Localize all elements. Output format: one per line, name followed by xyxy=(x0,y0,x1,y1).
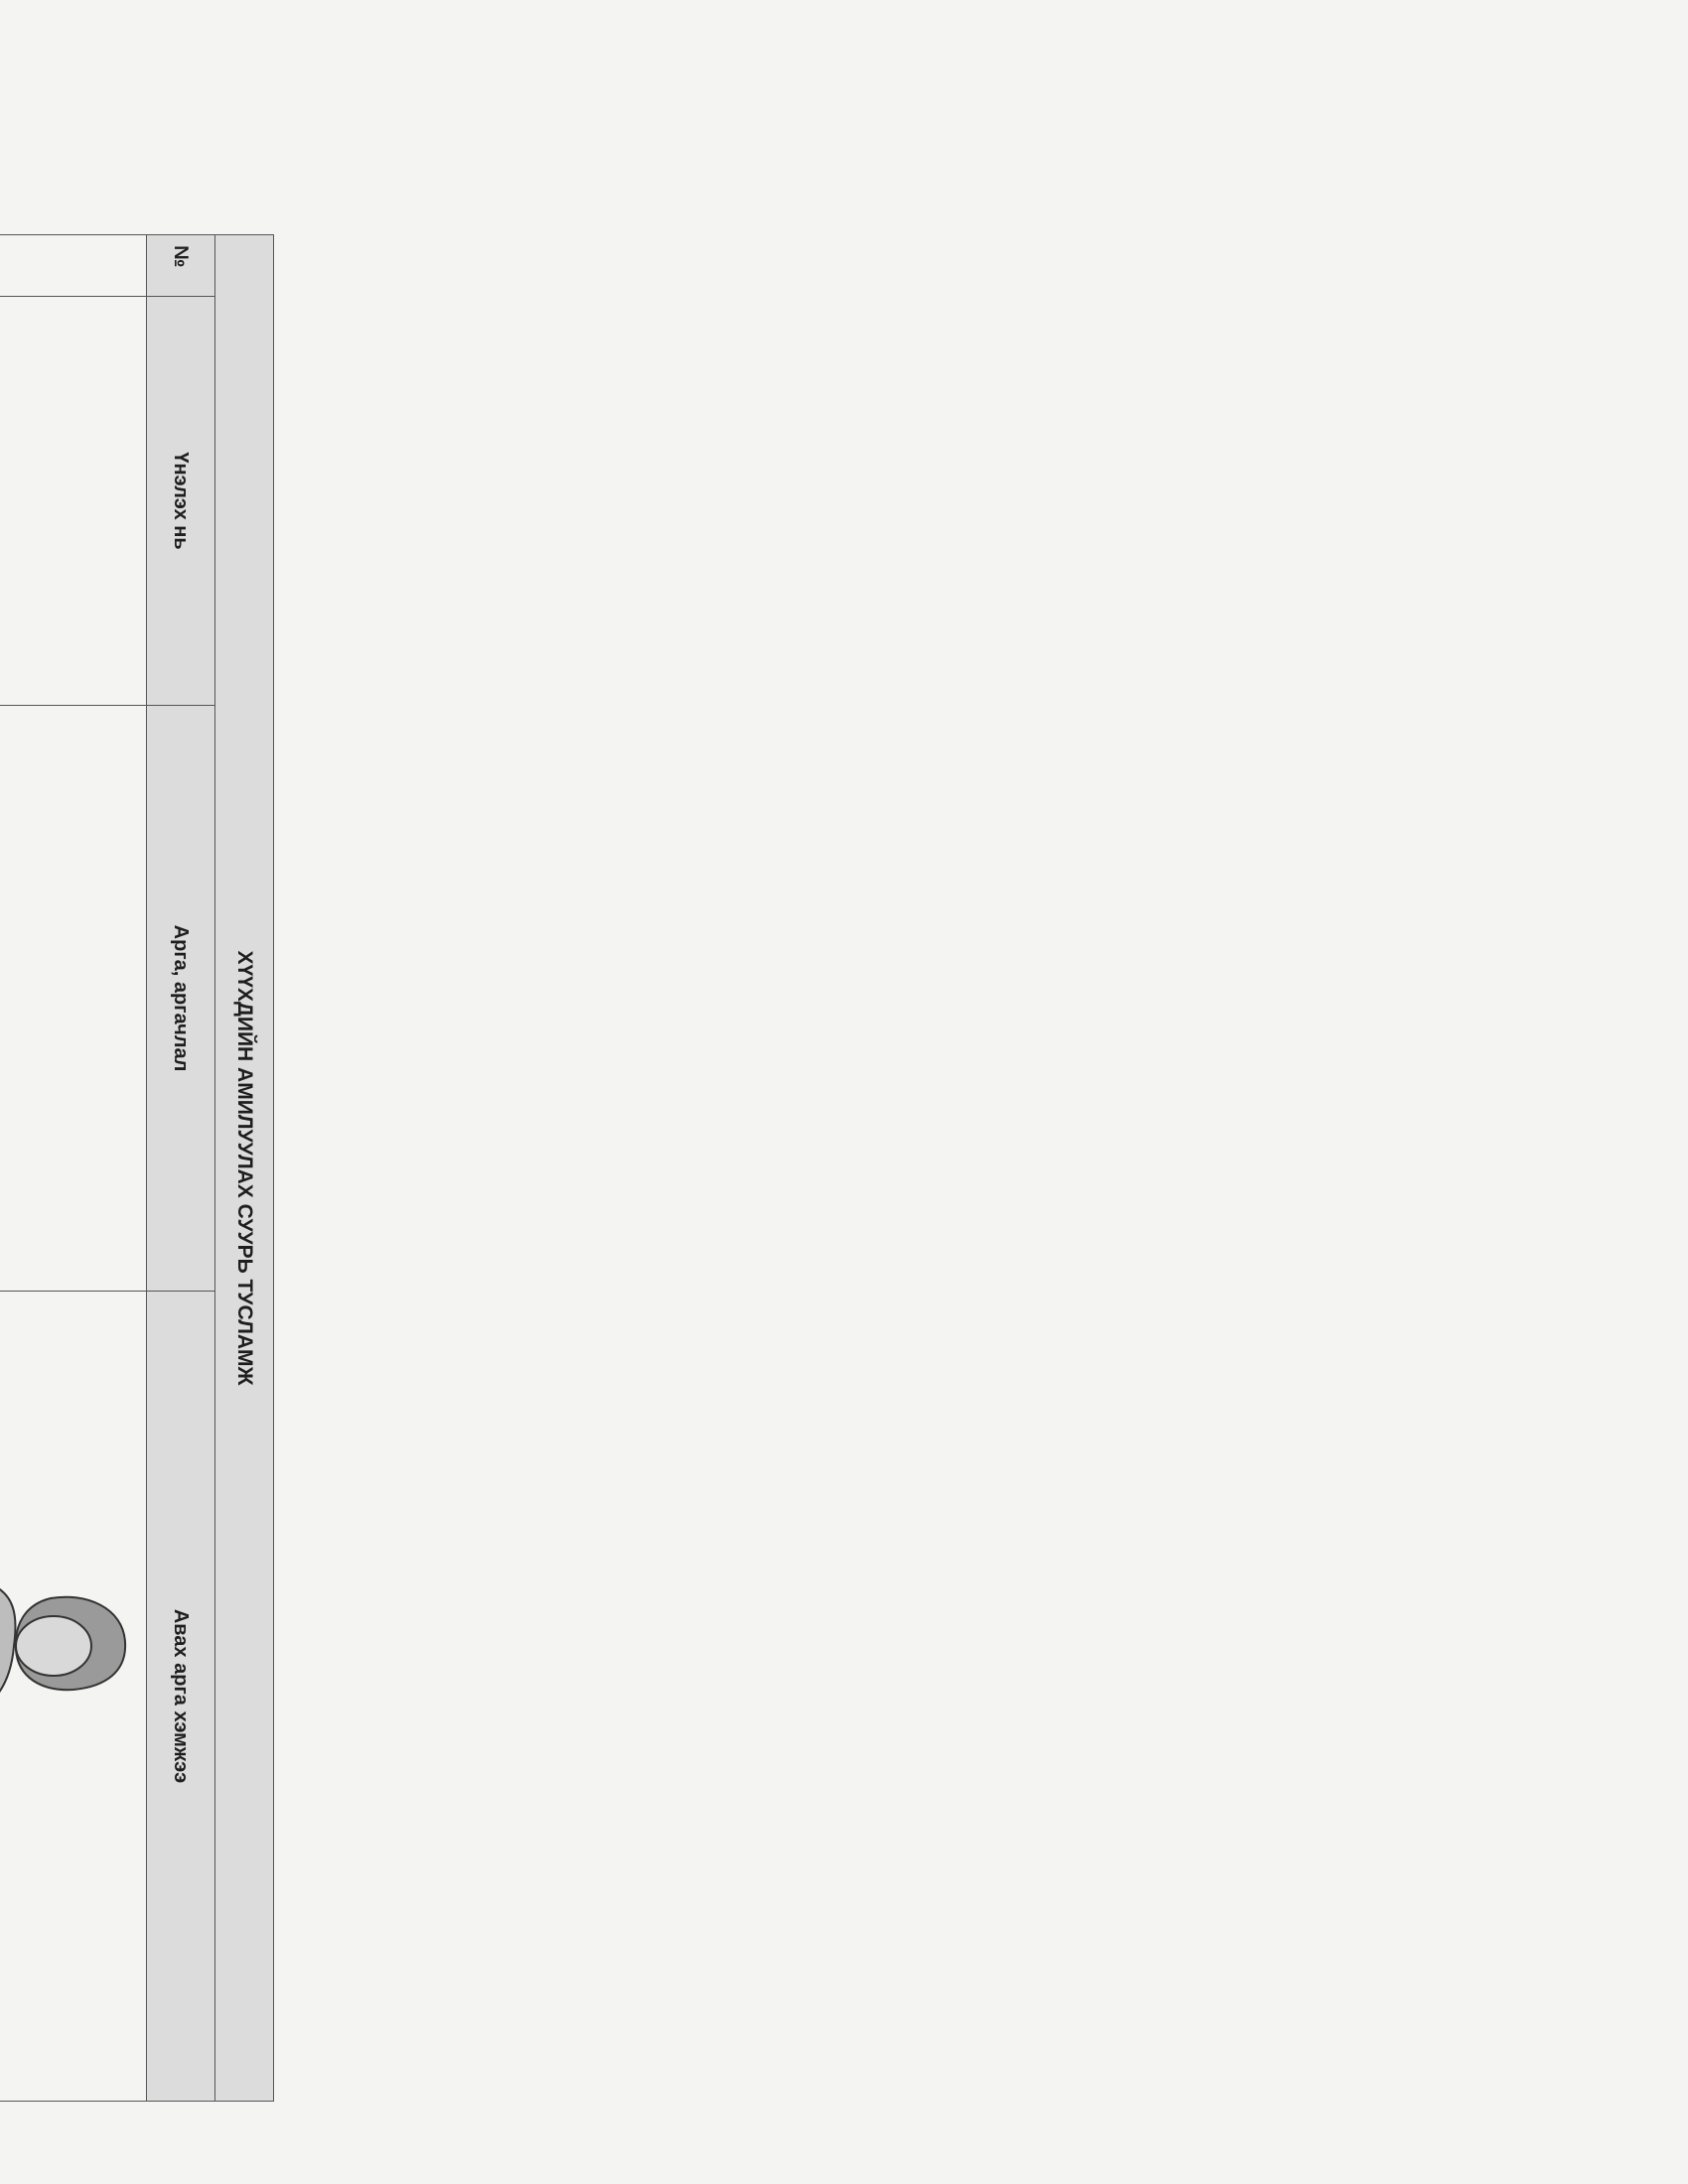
column-header-action: Авах арга хэмжээ xyxy=(147,1292,215,2102)
header-row xyxy=(147,235,215,2102)
title-row xyxy=(215,235,274,2102)
column-header-number: № xyxy=(147,235,215,297)
column-header-method: Арга, аргачлал xyxy=(147,706,215,1292)
rotated-page xyxy=(0,234,274,2101)
figure-row-evaluation xyxy=(0,297,147,706)
cpr-illustration xyxy=(0,1394,145,1910)
page-title: ХҮҮХДИЙН АМИЛУУЛАХ СУУРЬ ТУСЛАМЖ xyxy=(215,235,274,2102)
column-header-evaluation: Үнэлэх нь xyxy=(147,297,215,706)
figure-row-method xyxy=(0,706,147,1292)
figure-row-number xyxy=(0,235,147,297)
rescuer-face xyxy=(16,1616,91,1676)
rescuer-body xyxy=(0,1558,16,1743)
